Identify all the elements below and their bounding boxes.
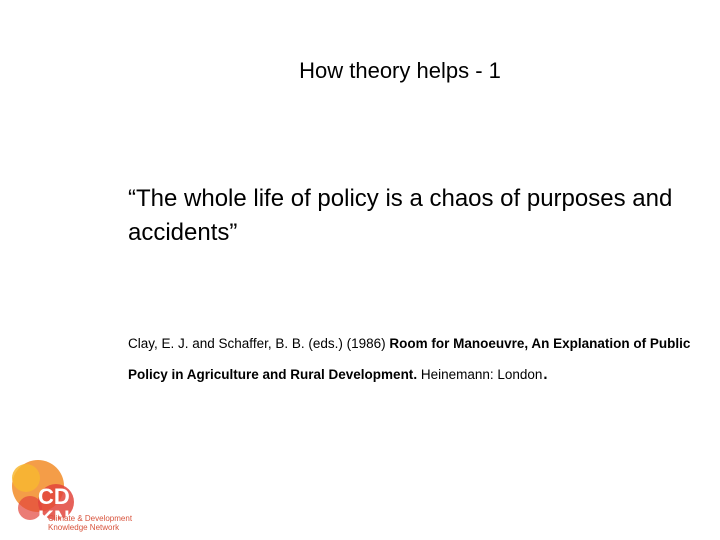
logo-line-1: Climate & Development xyxy=(48,514,133,523)
reference-publisher: Heinemann: London xyxy=(417,367,543,382)
logo-letters-bottom: KN xyxy=(38,506,70,531)
reference-book-title: Room for Manoeuvre, An Explanation of Public Policy in Agriculture and Rural Development xyxy=(128,336,691,382)
quote-text: “The whole life of policy is a chaos of purposes and accidents” xyxy=(128,185,673,246)
slide-title: How theory helps - 1 xyxy=(299,58,501,83)
reference-authors: Clay, E. J. and Schaffer, B. B. (eds.) (1986) xyxy=(128,336,390,351)
reference-title-end: . xyxy=(413,367,418,382)
logo-letters-top: CD xyxy=(38,484,70,509)
reference-citation xyxy=(128,328,708,390)
logo-line-2: Knowledge Network xyxy=(48,523,120,532)
logo-caption xyxy=(48,514,132,532)
reference-final-period: . xyxy=(542,359,549,384)
